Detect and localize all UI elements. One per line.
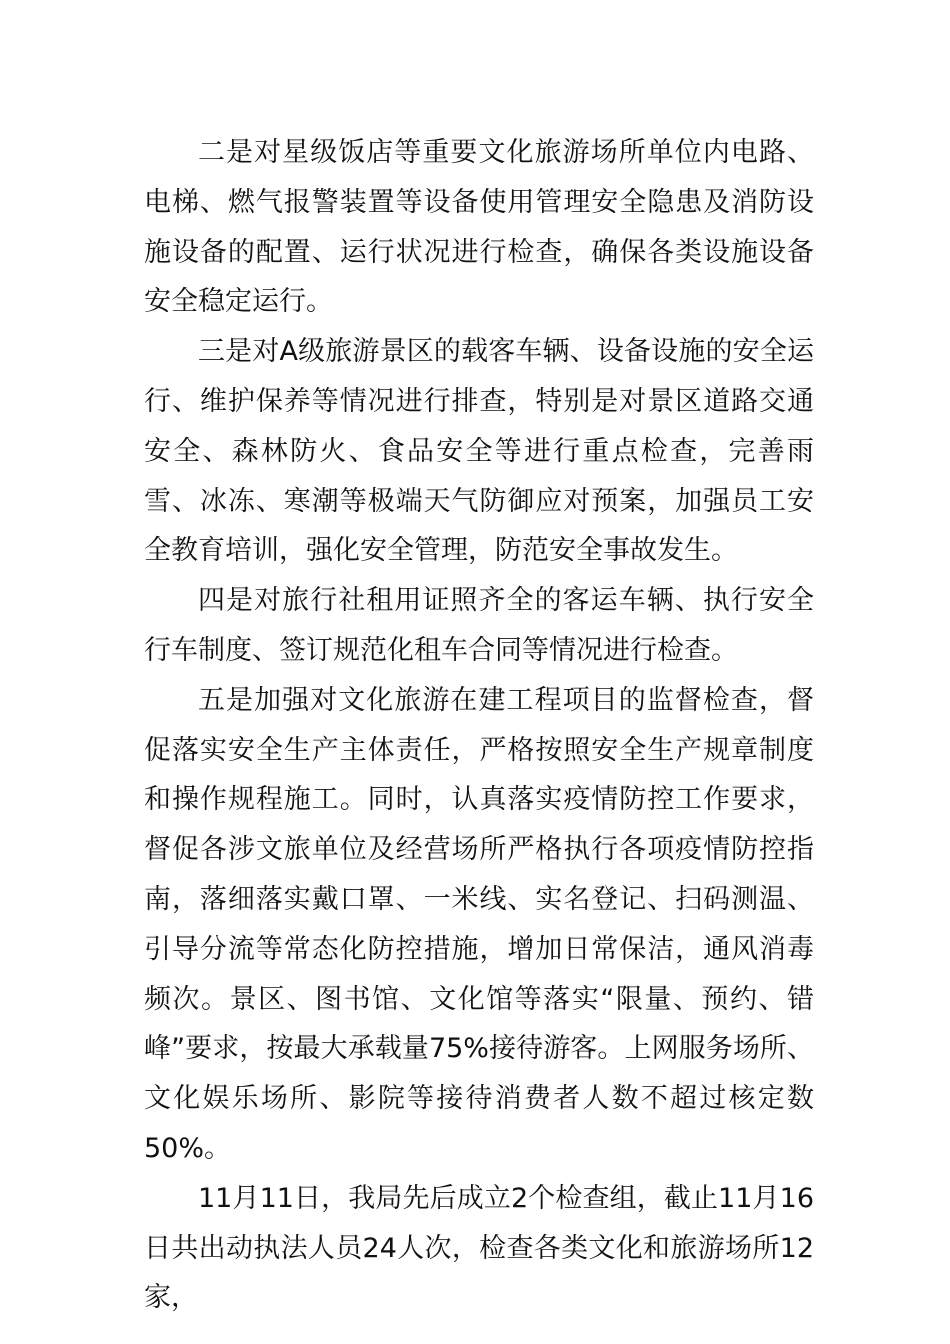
paragraph-construction-projects: 五是加强对文化旅游在建工程项目的监督检查，督促落实安全生产主体责任，严格按照安全生产规章制度和操作规程施工。同时，认真落实疫情防控工作要求，督促各涉文旅单位及经营场所严格执行各项疫情防控指南，落细落实戴口罩、一米线、实名登记、扫码测温、引导分流等常态化防控措施，增加日常保洁，通风消毒频次。景区、图书馆、文化馆等落实“限量、预约、错峰”要求，按最大承载量75%接待游客。上网服务场所、文化娱乐场所、影院等接待消费者人数不超过核定数50%。: [144, 684, 814, 1164]
paragraph-scenic-areas: 三是对A级旅游景区的载客车辆、设备设施的安全运行、维护保养等情况进行排查，特别是对景区道路交通安全、森林防火、食品安全等进行重点检查，完善雨雪、冰冻、寒潮等极端天气防御应对预案，加强员工安全教育培训，强化安全管理，防范安全事故发生。: [144, 336, 814, 567]
paragraph-travel-agencies: 四是对旅行社租用证照齐全的客运车辆、执行安全行车制度、签订规范化租车合同等情况进行检查。: [144, 585, 814, 666]
paragraph-inspection-summary: 11月11日，我局先后成立2个检查组，截止11月16日共出动执法人员24人次，检查各类文化和旅游场所12家，: [144, 1182, 814, 1314]
document-body: [144, 128, 814, 1323]
paragraph-star-hotels: 二是对星级饭店等重要文化旅游场所单位内电路、电梯、燃气报警装置等设备使用管理安全隐患及消防设施设备的配置、运行状况进行检查，确保各类设施设备安全稳定运行。: [144, 137, 814, 318]
